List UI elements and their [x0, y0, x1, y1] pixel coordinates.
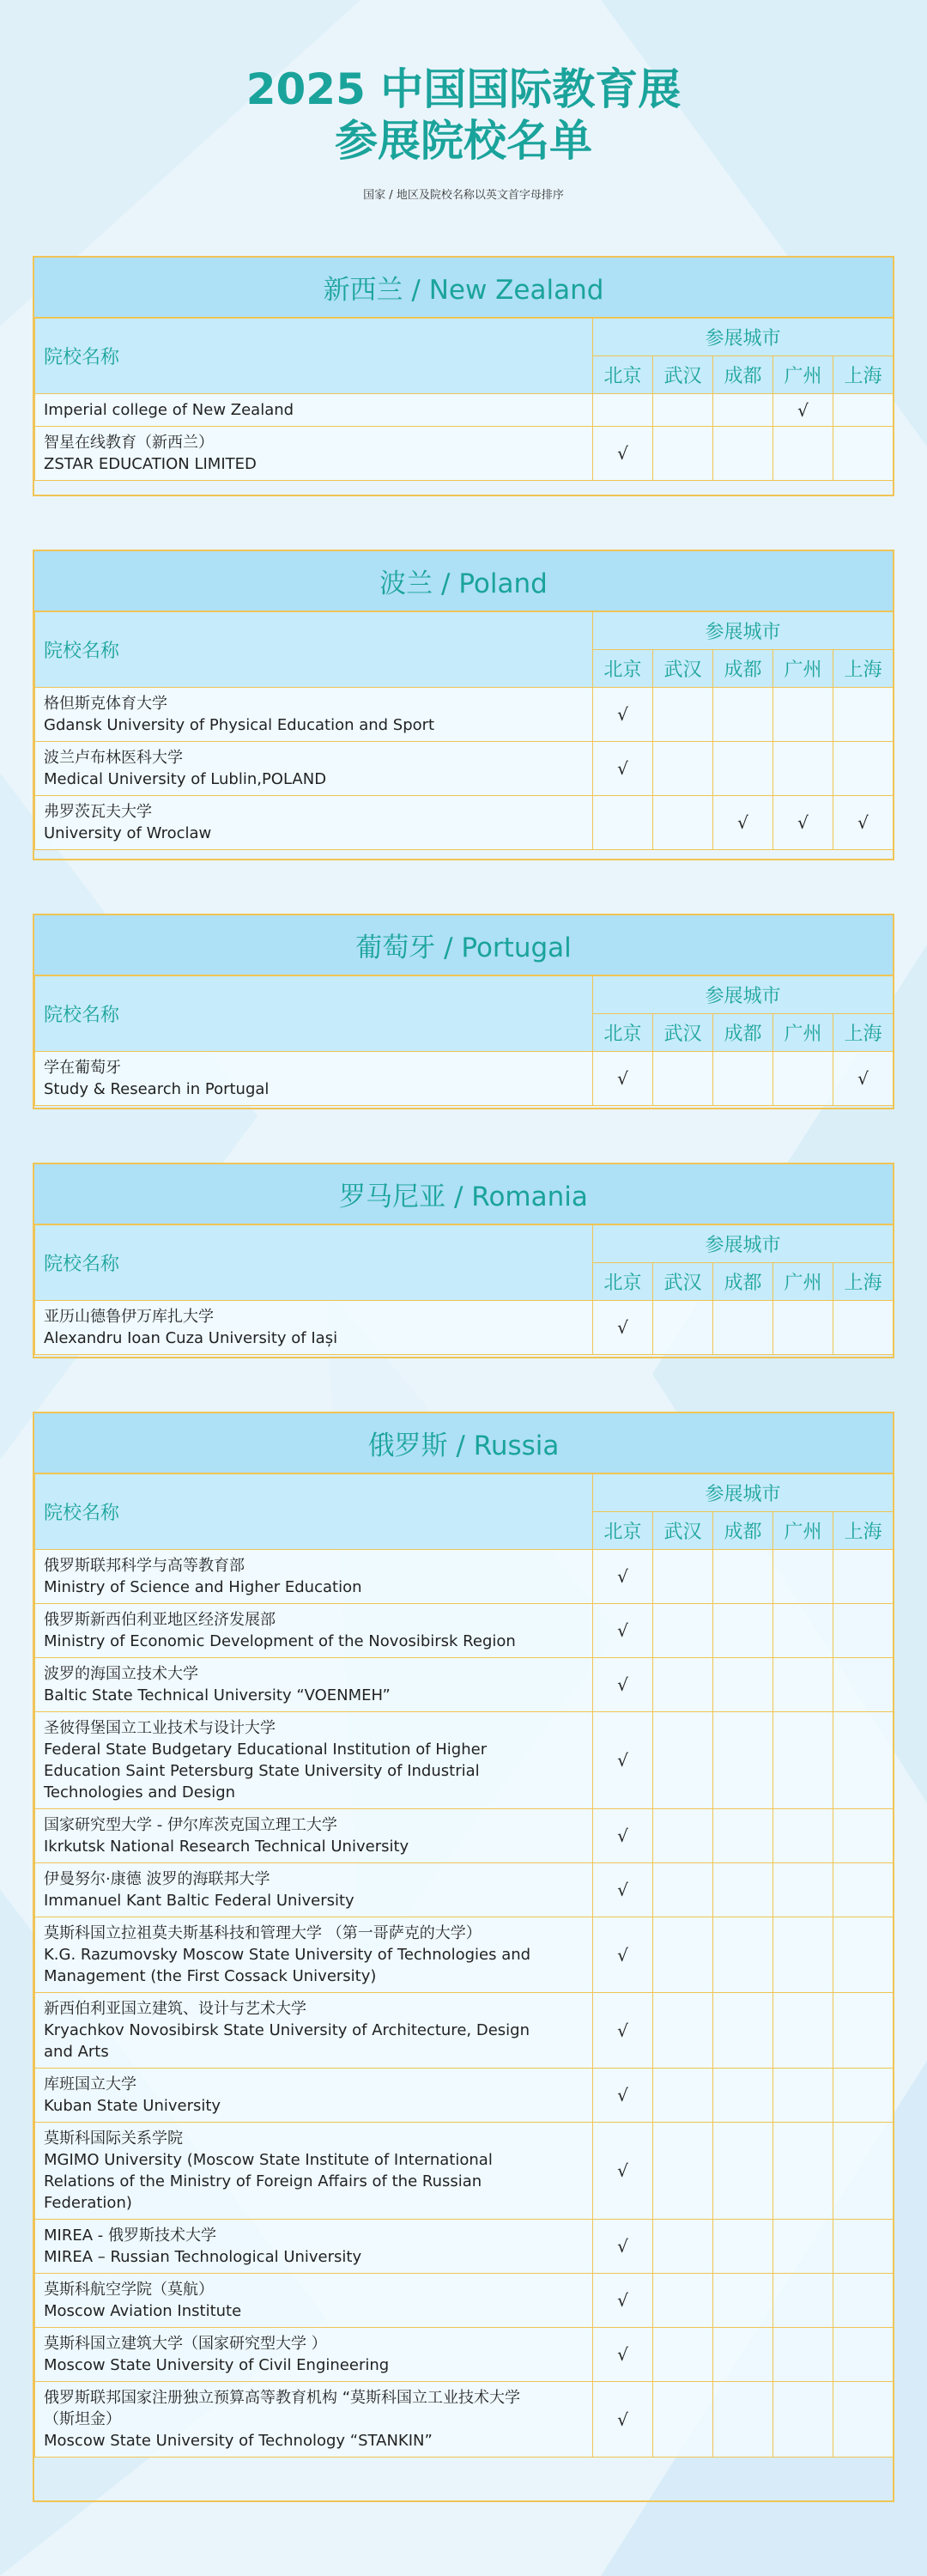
page-title-line-1: 2025 中国国际教育展 — [245, 64, 682, 114]
empty-city-cell — [653, 796, 713, 850]
empty-city-cell — [773, 2328, 833, 2382]
table-row — [35, 1550, 894, 1604]
empty-city-cell — [653, 1993, 713, 2069]
empty-city-cell — [833, 394, 894, 427]
institution-name — [35, 796, 593, 850]
check-mark: √ — [593, 2382, 653, 2458]
empty-city-cell — [653, 1052, 713, 1106]
empty-city-cell — [653, 2220, 713, 2274]
institution-name — [35, 2328, 593, 2382]
table-row — [35, 1863, 894, 1917]
check-mark: √ — [593, 1917, 653, 1993]
institution-name — [35, 394, 593, 427]
empty-city-cell — [713, 1809, 773, 1863]
empty-city-cell — [833, 742, 894, 796]
table-row — [35, 1052, 894, 1106]
institution-name — [35, 1917, 593, 1993]
city-column-header: 上海 — [833, 650, 894, 688]
institution-name-line: Education Saint Petersburg State University of Industrial — [44, 1762, 480, 1780]
empty-city-cell — [713, 394, 773, 427]
empty-city-cell — [653, 2123, 713, 2220]
institution-name-line: （斯坦金） — [44, 2410, 121, 2428]
empty-city-cell — [653, 427, 713, 481]
institution-name-line: Medical University of Lublin,POLAND — [44, 770, 327, 788]
institution-name-line: 格但斯克体育大学 — [44, 695, 167, 713]
city-column-header: 成都 — [713, 650, 773, 688]
check-mark: √ — [593, 1809, 653, 1863]
empty-city-cell — [773, 1863, 833, 1917]
institution-name-line: Management (the First Cossack University) — [44, 1967, 377, 1985]
institution-name-line: Moscow State University of Technology “STANKIN” — [44, 2432, 433, 2450]
table-row — [35, 742, 894, 796]
empty-city-cell — [833, 1658, 894, 1712]
table-row — [35, 1658, 894, 1712]
institution-name-line: Relations of the Ministry of Foreign Affairs of the Russian — [44, 2172, 482, 2190]
institution-name-line: 圣彼得堡国立工业技术与设计大学 — [44, 1719, 276, 1737]
table-row — [35, 1993, 894, 2069]
cities-group-header: 参展城市 — [593, 1474, 894, 1512]
empty-city-cell — [833, 2328, 894, 2382]
table-row — [35, 1604, 894, 1658]
empty-city-cell — [653, 394, 713, 427]
check-mark: √ — [593, 1993, 653, 2069]
page-title-line-2: 参展院校名单 — [335, 116, 592, 166]
empty-city-cell — [653, 1712, 713, 1809]
institution-name-line: 俄罗斯新西伯利亚地区经济发展部 — [44, 1611, 276, 1629]
institution-name-line: Ikrkutsk National Research Technical University — [44, 1838, 409, 1856]
empty-city-cell — [713, 1550, 773, 1604]
table-row — [35, 2069, 894, 2123]
name-column-header: 院校名称 — [35, 1474, 593, 1550]
country-title: 波兰 / Poland — [34, 551, 893, 611]
empty-city-cell — [713, 1917, 773, 1993]
empty-city-cell — [713, 1052, 773, 1106]
check-mark: √ — [713, 796, 773, 850]
institution-name-line: Ministry of Science and Higher Education — [44, 1578, 362, 1596]
empty-city-cell — [593, 796, 653, 850]
empty-city-cell — [653, 1658, 713, 1712]
empty-city-cell — [773, 2069, 833, 2123]
country-section — [33, 1412, 894, 2502]
empty-city-cell — [773, 1712, 833, 1809]
institution-name-line: University of Wroclaw — [44, 824, 212, 842]
empty-city-cell — [653, 1301, 713, 1355]
institution-name-line: Federal State Budgetary Educational Institution of Higher — [44, 1741, 488, 1759]
empty-city-cell — [713, 688, 773, 742]
empty-city-cell — [653, 1809, 713, 1863]
institution-table — [34, 1473, 894, 2458]
check-mark: √ — [833, 796, 894, 850]
city-column-header: 成都 — [713, 1263, 773, 1301]
page-header — [0, 0, 927, 256]
country-section — [33, 256, 894, 496]
empty-city-cell — [833, 1917, 894, 1993]
city-column-header: 北京 — [593, 1263, 653, 1301]
empty-city-cell — [713, 1993, 773, 2069]
empty-city-cell — [593, 394, 653, 427]
institution-name-line: Immanuel Kant Baltic Federal University — [44, 1892, 354, 1910]
country-title: 葡萄牙 / Portugal — [34, 915, 893, 975]
institution-name — [35, 2123, 593, 2220]
table-row — [35, 688, 894, 742]
cities-group-header: 参展城市 — [593, 319, 894, 356]
empty-city-cell — [833, 688, 894, 742]
empty-city-cell — [653, 1863, 713, 1917]
table-row — [35, 1809, 894, 1863]
institution-name — [35, 2069, 593, 2123]
institution-name-line: Moscow Aviation Institute — [44, 2302, 242, 2320]
table-row — [35, 2123, 894, 2220]
institution-name-line: 学在葡萄牙 — [44, 1059, 121, 1077]
check-mark: √ — [773, 394, 833, 427]
empty-city-cell — [653, 1917, 713, 1993]
institution-name-line: 智星在线教育（新西兰） — [44, 434, 214, 452]
institution-name — [35, 1993, 593, 2069]
empty-city-cell — [713, 1863, 773, 1917]
empty-city-cell — [773, 2382, 833, 2458]
empty-city-cell — [773, 2220, 833, 2274]
check-mark: √ — [593, 688, 653, 742]
table-row — [35, 1301, 894, 1355]
cities-group-header: 参展城市 — [593, 612, 894, 650]
empty-city-cell — [833, 1604, 894, 1658]
empty-city-cell — [773, 1550, 833, 1604]
empty-city-cell — [833, 2274, 894, 2328]
institution-name — [35, 2220, 593, 2274]
check-mark: √ — [593, 2328, 653, 2382]
institution-name-line: 莫斯科国际关系学院 — [44, 2129, 183, 2148]
check-mark: √ — [773, 796, 833, 850]
empty-city-cell — [773, 1993, 833, 2069]
institution-name-line: 波兰卢布林医科大学 — [44, 749, 183, 767]
empty-city-cell — [713, 427, 773, 481]
empty-city-cell — [833, 1809, 894, 1863]
institution-name-line: Study & Research in Portugal — [44, 1080, 270, 1098]
city-column-header: 成都 — [713, 1512, 773, 1550]
institution-name-line: 莫斯科航空学院（莫航） — [44, 2281, 214, 2299]
check-mark: √ — [593, 1550, 653, 1604]
empty-city-cell — [713, 1301, 773, 1355]
institution-name-line: 新西伯利亚国立建筑、设计与艺术大学 — [44, 2000, 306, 2018]
empty-city-cell — [773, 688, 833, 742]
city-column-header: 广州 — [773, 650, 833, 688]
check-mark: √ — [833, 1052, 894, 1106]
city-column-header: 成都 — [713, 356, 773, 394]
city-column-header: 北京 — [593, 650, 653, 688]
institution-name-line: 国家研究型大学 - 伊尔库茨克国立理工大学 — [44, 1816, 337, 1834]
institution-name-line: Federation) — [44, 2194, 132, 2212]
institution-name-line: MIREA – Russian Technological University — [44, 2248, 362, 2266]
page-subtitle: 国家 / 地区及院校名称以英文首字母排序 — [363, 189, 564, 202]
empty-city-cell — [773, 1604, 833, 1658]
check-mark: √ — [593, 742, 653, 796]
institution-name-line: Technologies and Design — [44, 1783, 236, 1801]
city-column-header: 上海 — [833, 1263, 894, 1301]
institution-name-line: 俄罗斯联邦科学与高等教育部 — [44, 1557, 245, 1575]
empty-city-cell — [773, 1301, 833, 1355]
empty-city-cell — [833, 1993, 894, 2069]
city-column-header: 广州 — [773, 1263, 833, 1301]
empty-city-cell — [653, 742, 713, 796]
institution-name-line: 莫斯科国立建筑大学（国家研究型大学 ） — [44, 2335, 327, 2353]
table-row — [35, 1917, 894, 1993]
city-column-header: 上海 — [833, 1512, 894, 1550]
institution-name-line: 伊曼努尔·康德 波罗的海联邦大学 — [44, 1870, 270, 1888]
institution-name-line: 弗罗茨瓦夫大学 — [44, 803, 152, 821]
cities-group-header: 参展城市 — [593, 976, 894, 1014]
empty-city-cell — [653, 688, 713, 742]
empty-city-cell — [713, 742, 773, 796]
institution-name — [35, 1301, 593, 1355]
institution-name — [35, 1550, 593, 1604]
institution-name-line: 库班国立大学 — [44, 2075, 136, 2093]
empty-city-cell — [713, 2123, 773, 2220]
city-column-header: 武汉 — [653, 1512, 713, 1550]
institution-name-line: K.G. Razumovsky Moscow State University of Technologies and — [44, 1946, 531, 1964]
empty-city-cell — [773, 1052, 833, 1106]
institution-name-line: 亚历山德鲁伊万库扎大学 — [44, 1308, 214, 1326]
empty-city-cell — [653, 1550, 713, 1604]
check-mark: √ — [593, 1712, 653, 1809]
institution-name-line: Baltic State Technical University “VOENMEH” — [44, 1686, 391, 1704]
empty-city-cell — [653, 2328, 713, 2382]
check-mark: √ — [593, 1658, 653, 1712]
empty-city-cell — [653, 2382, 713, 2458]
country-section — [33, 1163, 894, 1358]
check-mark: √ — [593, 1301, 653, 1355]
empty-city-cell — [833, 2382, 894, 2458]
check-mark: √ — [593, 2123, 653, 2220]
table-row — [35, 427, 894, 481]
institution-table — [34, 1224, 894, 1355]
institution-name — [35, 1052, 593, 1106]
empty-city-cell — [773, 2274, 833, 2328]
empty-city-cell — [713, 1712, 773, 1809]
city-column-header: 上海 — [833, 356, 894, 394]
check-mark: √ — [593, 2069, 653, 2123]
name-column-header: 院校名称 — [35, 1225, 593, 1301]
institution-name-line: Imperial college of New Zealand — [44, 401, 294, 419]
empty-city-cell — [833, 1863, 894, 1917]
city-column-header: 广州 — [773, 1014, 833, 1052]
name-column-header: 院校名称 — [35, 319, 593, 394]
city-column-header: 北京 — [593, 1512, 653, 1550]
city-column-header: 武汉 — [653, 1014, 713, 1052]
empty-city-cell — [713, 2328, 773, 2382]
table-row — [35, 2220, 894, 2274]
institution-name — [35, 742, 593, 796]
city-column-header: 北京 — [593, 1014, 653, 1052]
empty-city-cell — [713, 2382, 773, 2458]
empty-city-cell — [833, 1550, 894, 1604]
city-column-header: 北京 — [593, 356, 653, 394]
city-column-header: 武汉 — [653, 650, 713, 688]
institution-name-line: 莫斯科国立拉祖莫夫斯基科技和管理大学 （第一哥萨克的大学） — [44, 1924, 482, 1942]
empty-city-cell — [653, 1604, 713, 1658]
country-title: 俄罗斯 / Russia — [34, 1413, 893, 1473]
empty-city-cell — [713, 2220, 773, 2274]
check-mark: √ — [593, 1863, 653, 1917]
institution-name — [35, 1863, 593, 1917]
table-row — [35, 2382, 894, 2458]
country-title: 新西兰 / New Zealand — [34, 258, 893, 318]
check-mark: √ — [593, 1052, 653, 1106]
city-column-header: 武汉 — [653, 356, 713, 394]
institution-name — [35, 427, 593, 481]
empty-city-cell — [833, 2069, 894, 2123]
institution-name-line: Moscow State University of Civil Engineering — [44, 2356, 390, 2374]
city-column-header: 广州 — [773, 1512, 833, 1550]
institution-name-line: Gdansk University of Physical Education and Sport — [44, 716, 435, 734]
institution-name — [35, 1809, 593, 1863]
institution-name — [35, 1712, 593, 1809]
country-section — [33, 550, 894, 860]
institution-name-line: Kuban State University — [44, 2097, 221, 2115]
city-column-header: 广州 — [773, 356, 833, 394]
empty-city-cell — [833, 1301, 894, 1355]
institution-name — [35, 1658, 593, 1712]
institution-name-line: 俄罗斯联邦国家注册独立预算高等教育机构 “莫斯科国立工业技术大学 — [44, 2389, 521, 2407]
institution-name-line: ZSTAR EDUCATION LIMITED — [44, 455, 257, 473]
institution-name-line: 波罗的海国立技术大学 — [44, 1665, 198, 1683]
empty-city-cell — [773, 1658, 833, 1712]
empty-city-cell — [653, 2069, 713, 2123]
institution-name-line: and Arts — [44, 2043, 109, 2061]
table-row — [35, 2328, 894, 2382]
institution-name — [35, 2274, 593, 2328]
table-row — [35, 2274, 894, 2328]
country-title: 罗马尼亚 / Romania — [34, 1164, 893, 1224]
empty-city-cell — [773, 427, 833, 481]
city-column-header: 上海 — [833, 1014, 894, 1052]
institution-table — [34, 318, 894, 481]
institution-name-line: MIREA - 俄罗斯技术大学 — [44, 2227, 216, 2245]
check-mark: √ — [593, 1604, 653, 1658]
city-column-header: 成都 — [713, 1014, 773, 1052]
name-column-header: 院校名称 — [35, 976, 593, 1052]
table-row — [35, 796, 894, 850]
empty-city-cell — [833, 2220, 894, 2274]
institution-table — [34, 975, 894, 1106]
city-column-header: 武汉 — [653, 1263, 713, 1301]
check-mark: √ — [593, 2220, 653, 2274]
institution-name-line: Kryachkov Novosibirsk State University of Architecture, Design — [44, 2021, 530, 2039]
empty-city-cell — [773, 2123, 833, 2220]
institution-name — [35, 1604, 593, 1658]
empty-city-cell — [713, 1604, 773, 1658]
institution-name-line: Ministry of Economic Development of the Novosibirsk Region — [44, 1632, 516, 1650]
empty-city-cell — [833, 427, 894, 481]
empty-city-cell — [653, 2274, 713, 2328]
empty-city-cell — [773, 1809, 833, 1863]
empty-city-cell — [713, 2274, 773, 2328]
empty-city-cell — [833, 1712, 894, 1809]
institution-table — [34, 611, 894, 850]
empty-city-cell — [713, 1658, 773, 1712]
check-mark: √ — [593, 2274, 653, 2328]
institution-name — [35, 688, 593, 742]
table-row — [35, 394, 894, 427]
institution-name-line: Alexandru Ioan Cuza University of Iași — [44, 1329, 338, 1347]
empty-city-cell — [773, 742, 833, 796]
empty-city-cell — [773, 1917, 833, 1993]
name-column-header: 院校名称 — [35, 612, 593, 688]
empty-city-cell — [833, 2123, 894, 2220]
cities-group-header: 参展城市 — [593, 1225, 894, 1263]
empty-city-cell — [713, 2069, 773, 2123]
institution-name — [35, 2382, 593, 2458]
institution-name-line: MGIMO University (Moscow State Institute of International — [44, 2151, 493, 2169]
check-mark: √ — [593, 427, 653, 481]
country-section — [33, 914, 894, 1109]
table-row — [35, 1712, 894, 1809]
